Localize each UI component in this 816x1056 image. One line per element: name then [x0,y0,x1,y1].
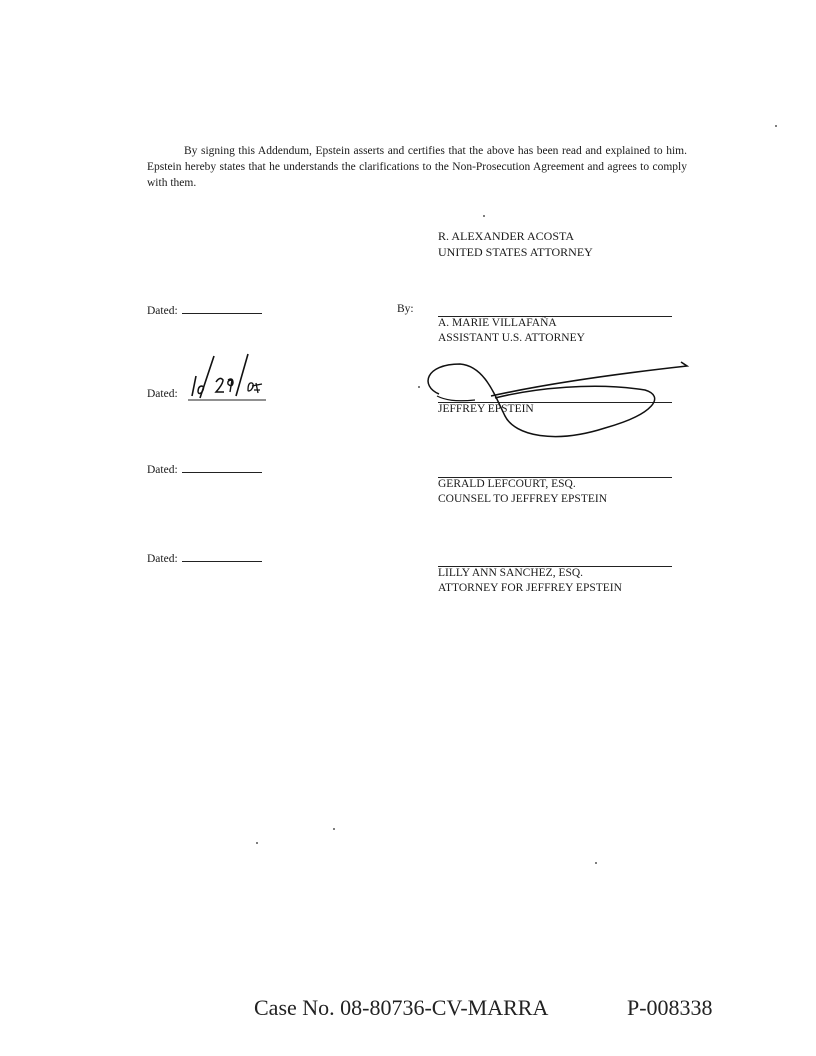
us-attorney-title: UNITED STATES ATTORNEY [438,245,593,259]
scan-speck [483,215,485,217]
case-number: Case No. 08-80736-CV-MARRA [254,995,549,1020]
scan-speck [256,842,258,844]
signatory-role: ATTORNEY FOR JEFFREY EPSTEIN [438,582,622,594]
scan-speck [418,386,420,388]
signatory-name: JEFFREY EPSTEIN [438,403,534,415]
date-blank [182,551,262,562]
scan-speck [333,828,335,830]
signatory-sanchez [438,566,622,596]
signatory-name: GERALD LEFCOURT, ESQ. [438,478,576,490]
signatory-name: LILLY ANN SANCHEZ, ESQ. [438,567,584,579]
signatory-role: ASSISTANT U.S. ATTORNEY [438,332,585,344]
addendum-paragraph: By signing this Addendum, Epstein asserts and certifies that the above has been read and explained to him. Epstein hereby states that he understands the clarifications to the Non-Prosecution Agreement and agrees to comply with them. [147,145,687,189]
date-blank [182,462,262,473]
dated-field-2 [147,388,178,400]
date-blank [182,303,262,314]
dated-field-1 [147,303,262,317]
us-attorney-name: R. ALEXANDER ACOSTA [438,229,575,243]
signatory-name: A. MARIE VILLAFAÑA [438,317,557,329]
dated-label: Dated: [147,553,178,565]
signatory-role: COUNSEL TO JEFFREY EPSTEIN [438,493,608,505]
signatory-ausa [438,316,585,346]
dated-field-3 [147,462,262,476]
scan-speck [775,125,777,127]
page-id: P-008338 [627,995,713,1020]
us-attorney-block [438,228,593,260]
dated-label: Dated: [147,305,178,317]
handwritten-date [186,352,266,402]
by-label: By: [397,303,414,315]
dated-label: Dated: [147,388,178,400]
dated-label: Dated: [147,464,178,476]
scan-speck [595,862,597,864]
dated-field-4 [147,551,262,565]
epstein-signature [415,356,705,456]
signatory-lefcourt [438,477,607,507]
